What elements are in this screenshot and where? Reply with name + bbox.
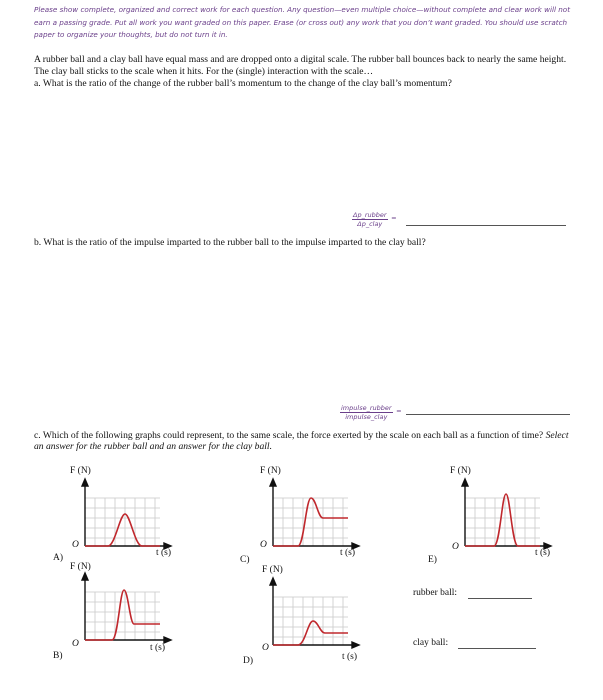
graph-d[interactable] <box>268 577 378 657</box>
graph-c-time-label: t (s) <box>340 548 356 558</box>
graph-e[interactable] <box>460 478 570 558</box>
graph-d-origin: O <box>262 643 269 653</box>
answer-a-ratio <box>352 211 397 228</box>
question-c-instruction: Select an answer for the rubber ball and an answer for the clay ball. <box>34 430 569 453</box>
rubber-ball-label: rubber ball: <box>413 588 458 598</box>
question-a: a. What is the ratio of the change of the rubber ball’s momentum to the change of the clay ball’s momentum? <box>34 78 452 89</box>
graph-c-force-label: F (N) <box>260 466 281 476</box>
graph-c-origin: O <box>260 540 267 550</box>
graph-d-grid <box>273 597 348 645</box>
option-e-label: E) <box>428 555 437 565</box>
answer-a-blank[interactable] <box>406 225 566 226</box>
graph-c[interactable] <box>268 478 378 558</box>
answer-b-equals: = <box>396 407 402 415</box>
graph-e-time-label: t (s) <box>535 548 551 558</box>
graph-b-time-label: t (s) <box>150 643 166 653</box>
option-d-label: D) <box>243 656 254 666</box>
instructions: Please show complete, organized and correct work for each question. Any question—even multiple choice—without complete and clear work will not earn a passing grade. Put all work you want graded on this paper. Erase (or cross out) any work that you don’t want graded. You should use scratch paper to organize your thoughts, but do not turn it in. <box>34 5 571 40</box>
clay-ball-label: clay ball: <box>413 638 449 648</box>
graph-e-origin: O <box>452 542 459 552</box>
graph-a-curve <box>85 514 160 546</box>
graph-d-time-label: t (s) <box>342 652 358 662</box>
graph-c-curve <box>273 498 348 546</box>
option-b-label: B) <box>53 651 63 661</box>
graph-a-force-label: F (N) <box>70 466 91 476</box>
clay-ball-blank[interactable] <box>458 648 536 649</box>
problem-statement: A rubber ball and a clay ball have equal mass and are dropped onto a digital scale. The rubber ball bounces back to nearly the same height. The clay ball sticks to the scale when it hits. For the (single) interaction with the scale… <box>34 54 567 77</box>
question-c-text: c. Which of the following graphs could represent, to the same scale, the force exerted by the scale on each ball as a function of time? <box>34 430 544 441</box>
option-c-label: C) <box>240 555 250 565</box>
answer-b-ratio <box>340 404 402 421</box>
graph-d-curve <box>273 621 348 645</box>
option-a-label: A) <box>53 553 64 563</box>
answer-b-numerator: impulse_rubber <box>341 404 392 412</box>
graph-d-force-label: F (N) <box>262 565 283 575</box>
graph-b-grid <box>85 592 160 640</box>
answer-b-blank[interactable] <box>406 414 570 415</box>
graph-b-origin: O <box>72 639 79 649</box>
question-c <box>34 430 579 453</box>
graph-c-grid <box>273 498 348 546</box>
graph-e-force-label: F (N) <box>450 466 471 476</box>
graph-a-grid <box>85 498 160 546</box>
graph-b-curve <box>85 590 160 640</box>
graph-a[interactable] <box>80 478 190 558</box>
graph-b-force-label: F (N) <box>70 562 91 572</box>
rubber-ball-blank[interactable] <box>468 598 532 599</box>
question-b: b. What is the ratio of the impulse imparted to the rubber ball to the impulse imparted to the clay ball? <box>34 237 426 248</box>
graph-a-origin: O <box>72 540 79 550</box>
answer-a-equals: = <box>391 214 397 222</box>
graph-b[interactable] <box>80 572 190 652</box>
answer-b-denominator: impulse_clay <box>345 413 388 421</box>
answer-a-numerator: Δp_rubber <box>353 211 387 219</box>
answer-a-denominator: Δp_clay <box>357 220 383 228</box>
graph-a-time-label: t (s) <box>156 548 172 558</box>
